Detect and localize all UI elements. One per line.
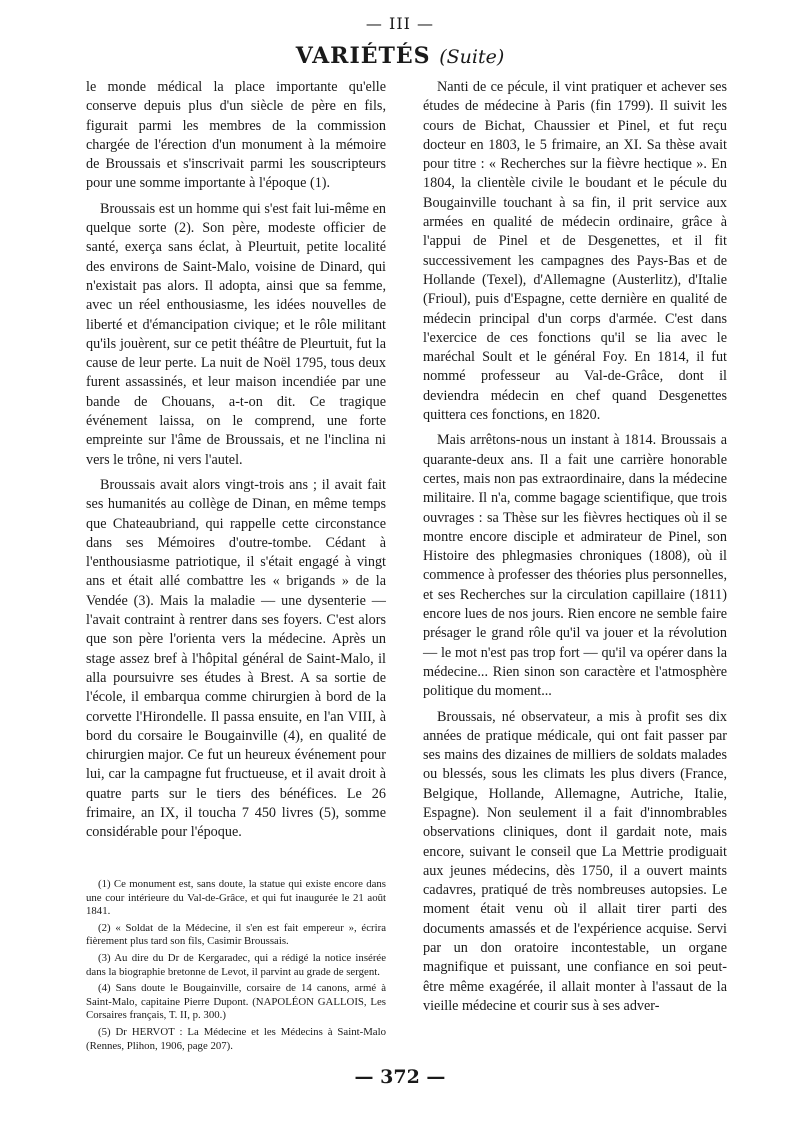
right-column [423,78,727,1022]
paragraph: Broussais avait alors vingt-trois ans ; il avait fait ses humanités au collège de Dinan, en même temps que Chateaubriand, qui rappelle cette circonstance dans ses Mémoires d'outre-tombe. Cédant à l'enthousiasme patriotique, il s'était engagé à vingt ans et était allé combattre les « brigands » de la Vendée (3). Mais la maladie — une dysenterie — l'avait contraint à rentrer dans ses foyers. C'est alors que son père l'orienta vers la médecine. Après un stage assez bref à l'hôpital général de Saint-Malo, il alla poursuivre ses études à Brest. A sa sortie de l'école, il embarqua comme chirurgien à bord de la corvette l'Hirondelle. Il passa ensuite, en l'an VIII, à bord du corsaire le Bougainville (4), en qualité de chirurgien major. Ce fut un heureux événement pour lui, car la campagne fut fructueuse, et il avait droit à quatre parts sur le tiers des bénéfices. Le 26 frimaire, an IX, il toucha 7 450 livres (5), somme considérable pour l'époque. [86,476,386,841]
page-number: — 372 — [354,1066,446,1088]
left-column [86,78,386,849]
section-title-text: VARIÉTÉS [295,43,431,69]
footnotes [86,878,386,1056]
paragraph: Nanti de ce pécule, il vint pratiquer et achever ses études de médecine à Paris (fin 1799). Il suivit les cours de Bichat, Chaussier et Pinel, et fut reçu docteur en 1803, le 5 frimaire, an XI. Sa thèse avait pour titre : « Recherches sur la fièvre hectique ». En 1804, la clientèle civile le boudant et le pécule du Bougainville touchant à sa fin, il prit service aux armées en qualité de médecin ordinaire, grâce à l'appui de Pinel et de Desgenettes, et il fit successivement les campagnes des Pays-Bas et de Hollande (Texel), d'Allemagne (Austerlitz), d'Italie (Frioul), puis d'Espagne, cette dernière en qualité de médecin principal d'un corps d'armée. C'est dans l'exercice de ces fonctions qu'il se lia avec le maréchal Soult et le général Foy. En 1814, il fut nommé professeur au Val-de-Grâce, dont il deviendra médecin en chef quand Desgenettes quittera ces fonctions, en 1820. [423,79,727,424]
paragraph: Broussais est un homme qui s'est fait lui-même en quelque sorte (2). Son père, modeste officier de santé, exerça sans éclat, à Pleurtuit, petite localité des environs de Saint-Malo, voisine de Dinard, qui n'existait pas alors. Il adopta, ainsi que sa femme, avec un réel enthousiasme, les idées nouvelles de liberté et d'émancipation civique; et le rôle militant qu'ils jouèrent, sur ce petit théâtre de Pleurtuit, fut la cause de leur perte. La nuit de Noël 1795, tous deux furent assassinés, et leur maison incendiée par une bande de Chouans, a-t-on dit. Ce tragique événement laissa, on le comprend, une forte empreinte sur l'âme de Broussais, et ne l'inclina ni vers le trône, ni vers l'autel. [86,200,386,468]
footnote: (4) Sans doute le Bougainville, corsaire de 14 canons, armé à Saint-Malo, capitaine Pierre Dupont. (NAPOLÉON GALLOIS, Les Corsaires français, T. II, p. 300.) [86,982,386,1022]
paragraph: Mais arrêtons-nous un instant à 1814. Broussais a quarante-deux ans. Il a fait une carrière honorable certes, mais non pas extraordinaire, dans la médecine militaire. Il n'a, comme bagage scientifique, que trois ouvrages : sa Thèse sur les fièvres hectiques où il se montre encore disciple et admirateur de Pinel, son Histoire des phlegmasies chroniques (1808), où il commence à professer des théories plus personnelles, et ses Recherches sur la circulation capillaire (1811) encore lues de nos jours. Rien encore ne semble faire présager le grand rôle qu'il va jouer et la révolution — le mot n'est pas trop fort — qu'il va opérer dans la médecine... Rien sinon son caractère et l'atmosphère politique du moment... [423,432,727,700]
roman-folio: — III — [365,14,435,33]
footnote: (2) « Soldat de la Médecine, il s'en est fait empereur », écrira fièrement plus tard son fils, Casimir Broussais. [86,921,386,948]
footnote: (5) Dr HERVOT : La Médecine et les Médecins à Saint-Malo (Rennes, Plihon, 1906, page 207). [86,1025,386,1052]
section-title [0,43,800,69]
footnote: (1) Ce monument est, sans doute, la statue qui existe encore dans une cour intérieure du Val-de-Grâce, et qui fut inaugurée le 21 août 1841. [86,878,386,918]
paragraph: Broussais, né observateur, a mis à profit ses dix années de pratique médicale, qui ont fait passer par ses mains des dizaines de milliers de soldats malades ou blessés, sous les climats les plus divers (France, Belgique, Hollande, Allemagne, Autriche, Italie, Espagne). Non seulement il a fait d'innombrables observations cliniques, dont il gardait note, mais encore, suivant le conseil que La Mettrie prodiguait aux jeunes médecins, dès 1750, il a ouvert maints cadavres, pratiqué de très nombreuses autopsies. Le moment était venu où il allait tirer parti des documents amassés et de l'expérience acquise. Servi par un don oratoire incontestable, un organe magnifique et puissant, une confiance en soi peut-être même exagérée, il allait monter à l'assaut de la vieille médecine et courir sus à ses adver- [423,708,727,1014]
footnote: (3) Au dire du Dr de Kergaradec, qui a rédigé la notice insérée dans la biographie bretonne de Levot, il parvint au grade de sergent. [86,951,386,978]
paragraph: le monde médical la place importante qu'elle conserve depuis plus d'un siècle de père en fils, figurait parmi les membres de la commission chargée de l'érection d'un monument à la mémoire de Broussais et s'inscrivait parmi les souscripteurs pour une somme importante à l'époque (1). [86,79,386,192]
section-subtitle: (Suite) [439,46,505,68]
